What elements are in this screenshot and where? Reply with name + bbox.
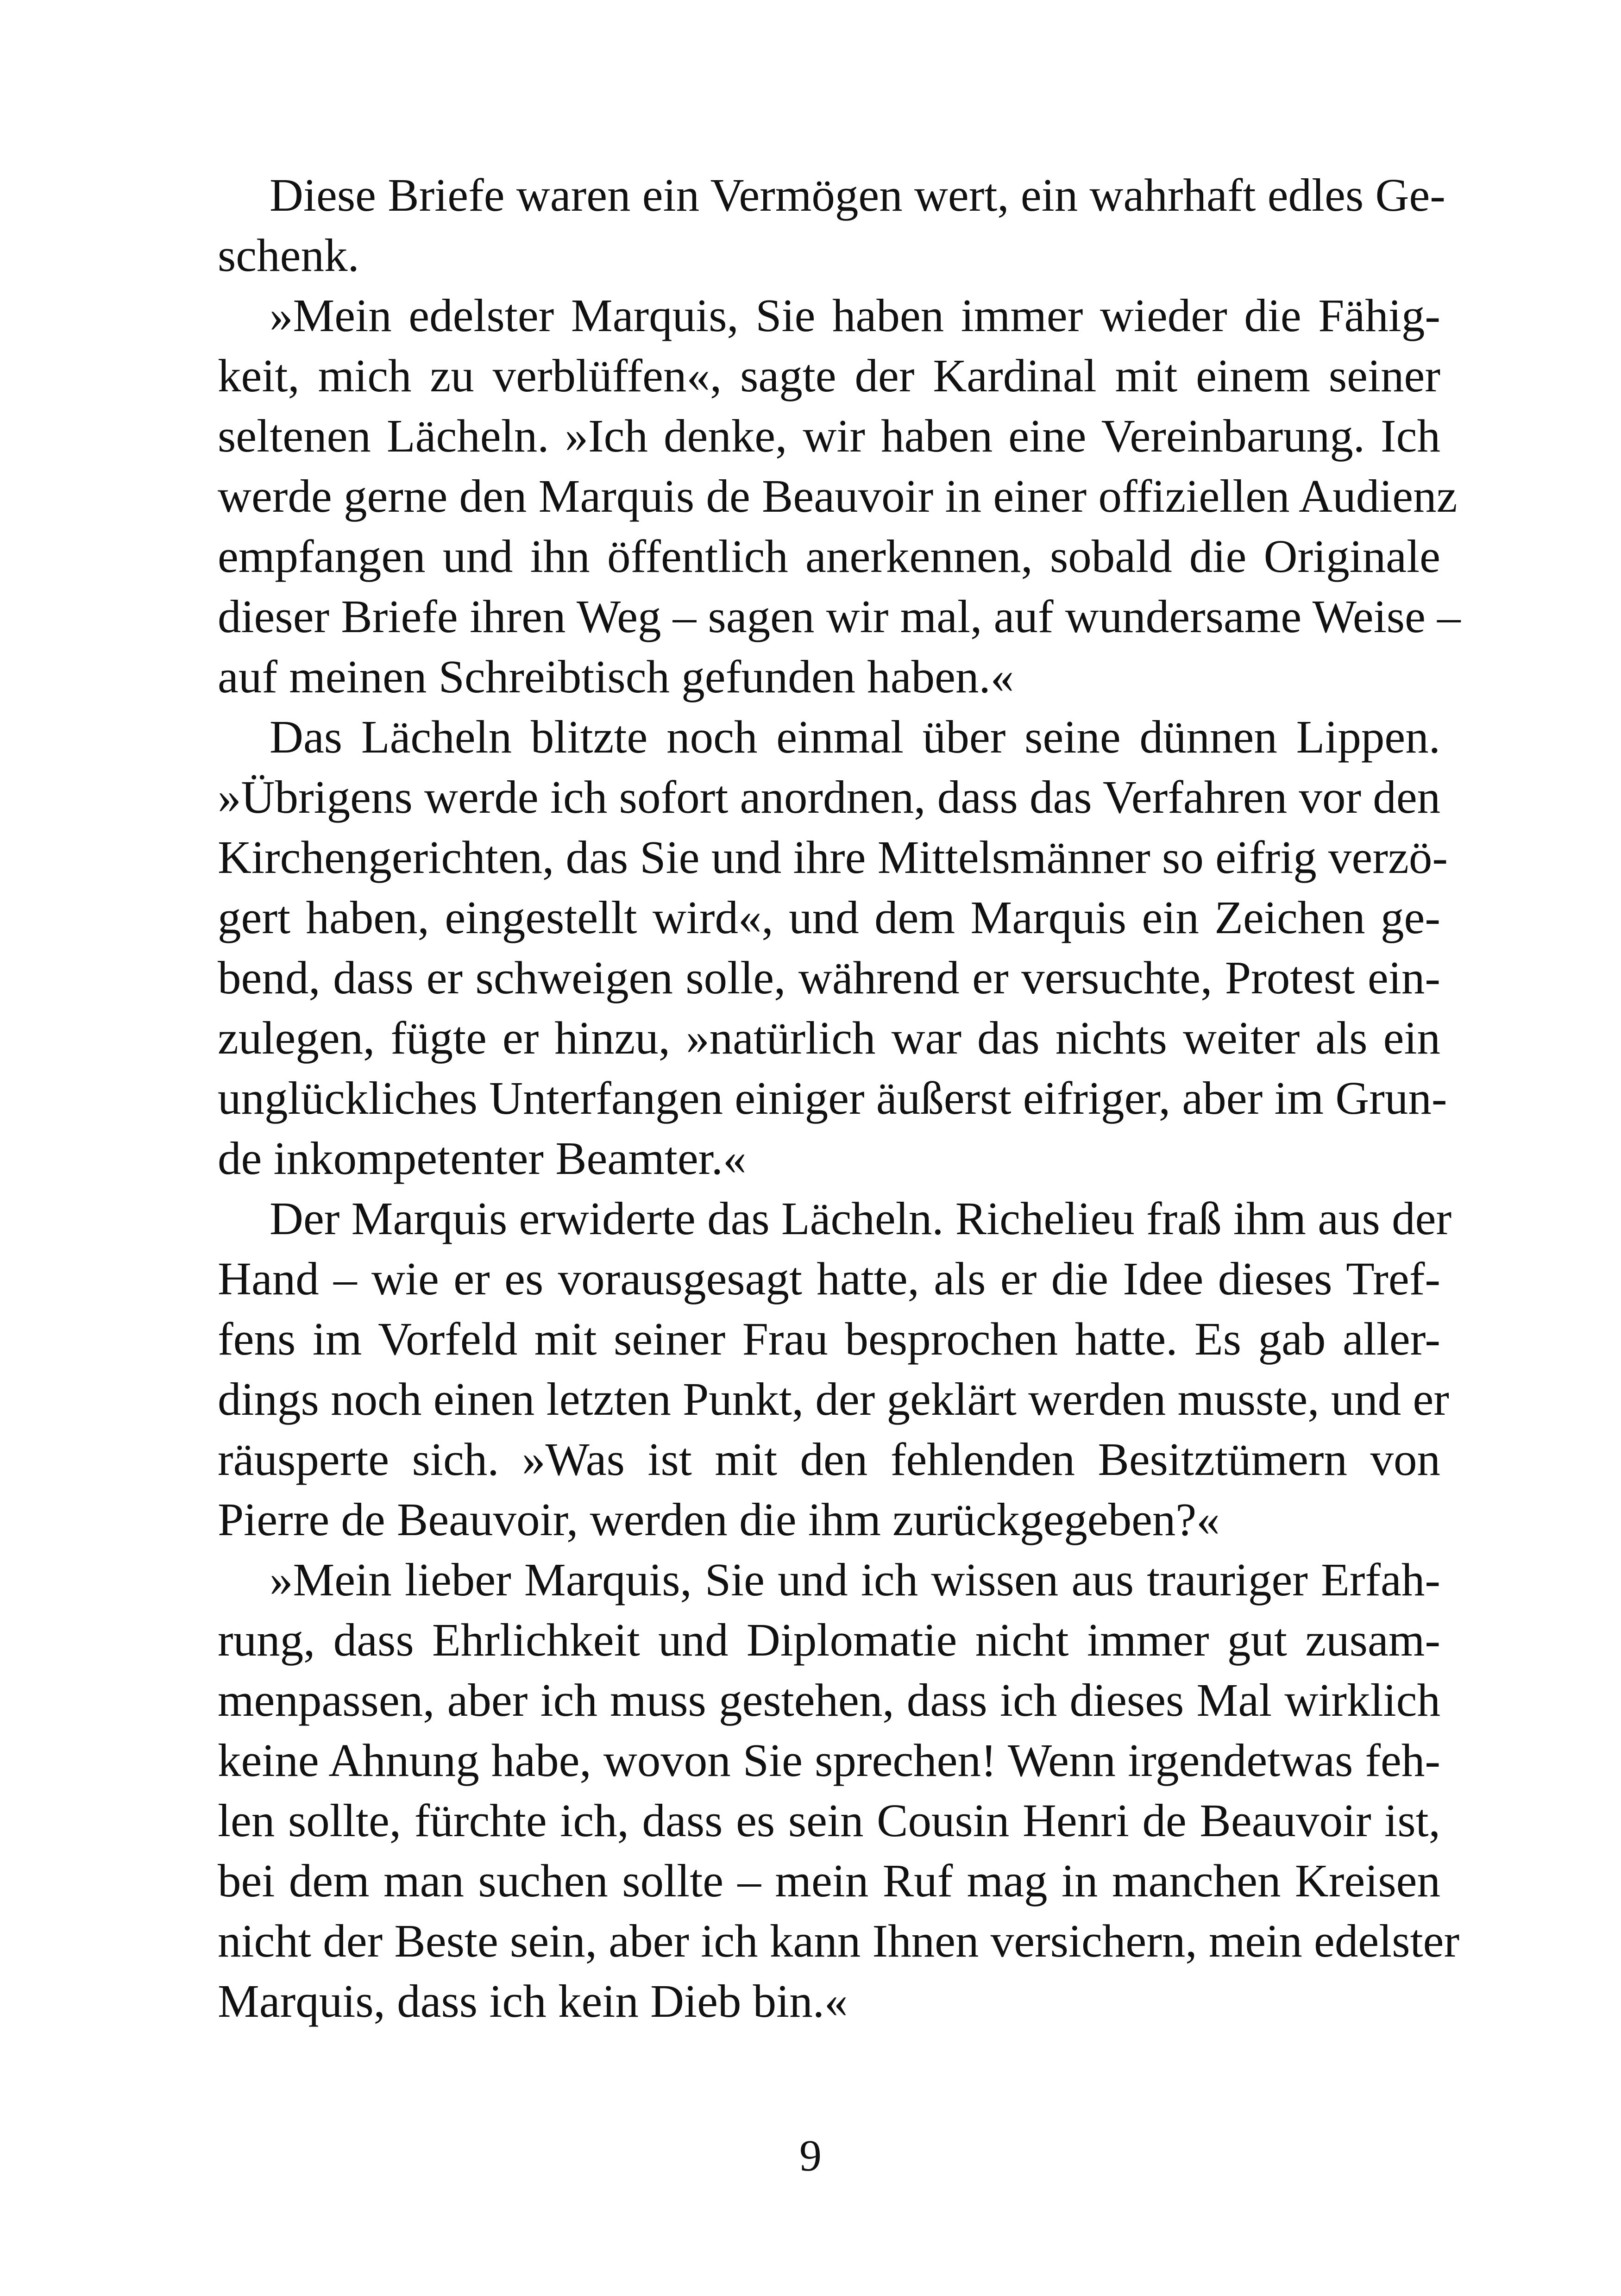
text-line: »Mein edelster Marquis, Sie haben immer wieder die Fähig- — [270, 289, 1440, 341]
text-line: fens im Vorfeld mit seiner Frau besprochen hatte. Es gab aller- — [218, 1313, 1440, 1365]
text-line: keine Ahnung habe, wovon Sie sprechen! Wenn irgendetwas feh- — [218, 1734, 1440, 1786]
page-number: 9 — [799, 2131, 822, 2180]
text-line: zulegen, fügte er hinzu, »natürlich war das nichts weiter als ein — [218, 1012, 1440, 1064]
text-line: Das Lächeln blitzte noch einmal über seine dünnen Lippen. — [270, 711, 1440, 763]
text-line: Der Marquis erwiderte das Lächeln. Richelieu fraß ihm aus der — [270, 1192, 1452, 1244]
paragraph-1 — [218, 165, 1445, 285]
text-line: Marquis, dass ich kein Dieb bin.« — [218, 1975, 848, 2027]
text-line: bend, dass er schweigen solle, während er versuchte, Protest ein- — [218, 952, 1440, 1004]
text-line: Pierre de Beauvoir, werden die ihm zurückgegeben?« — [218, 1493, 1220, 1545]
text-line: rung, dass Ehrlichkeit und Diplomatie nicht immer gut zusam- — [218, 1614, 1440, 1666]
text-line: dieser Briefe ihren Weg – sagen wir mal, auf wundersame Weise – — [218, 590, 1461, 642]
paragraph-5 — [218, 1549, 1460, 2031]
text-line: auf meinen Schreibtisch gefunden haben.« — [218, 651, 1014, 703]
text-line: menpassen, aber ich muss gestehen, dass ich dieses Mal wirklich — [218, 1674, 1440, 1726]
text-line: keit, mich zu verblüffen«, sagte der Kardinal mit einem seiner — [218, 350, 1440, 401]
text-line: gert haben, eingestellt wird«, und dem Marquis ein Zeichen ge- — [218, 891, 1440, 943]
text-line: »Übrigens werde ich sofort anordnen, dass das Verfahren vor den — [218, 771, 1441, 823]
text-line: dings noch einen letzten Punkt, der geklärt werden musste, und er — [218, 1373, 1449, 1425]
text-line: räusperte sich. »Was ist mit den fehlenden Besitztümern von — [218, 1433, 1440, 1485]
text-line: bei dem man suchen sollte – mein Ruf mag in manchen Kreisen — [218, 1855, 1440, 1907]
text-line: empfangen und ihn öffentlich anerkennen, sobald die Originale — [218, 530, 1440, 582]
text-line: unglückliches Unterfangen einiger äußerst eifriger, aber im Grun- — [218, 1072, 1447, 1124]
paragraph-2 — [218, 285, 1461, 707]
paragraph-3 — [218, 707, 1448, 1188]
text-line: Kirchengerichten, das Sie und ihre Mittelsmänner so eifrig verzö- — [218, 831, 1448, 883]
text-line: seltenen Lächeln. »Ich denke, wir haben eine Vereinbarung. Ich — [218, 410, 1440, 462]
text-line: werde gerne den Marquis de Beauvoir in einer offiziellen Audienz — [218, 470, 1458, 522]
text-line: nicht der Beste sein, aber ich kann Ihnen versichern, mein edelster — [218, 1915, 1460, 1967]
body-text — [218, 165, 1461, 2031]
text-line: Diese Briefe waren ein Vermögen wert, ein wahrhaft edles Ge- — [270, 169, 1445, 221]
text-line: de inkompetenter Beamter.« — [218, 1132, 747, 1184]
text-line: »Mein lieber Marquis, Sie und ich wissen aus trauriger Erfah- — [270, 1554, 1440, 1606]
paragraph-4 — [218, 1188, 1452, 1549]
text-line: schenk. — [218, 229, 359, 281]
text-line: Hand – wie er es vorausgesagt hatte, als er die Idee dieses Tref- — [218, 1253, 1440, 1305]
text-line: len sollte, fürchte ich, dass es sein Cousin Henri de Beauvoir ist, — [218, 1794, 1440, 1846]
